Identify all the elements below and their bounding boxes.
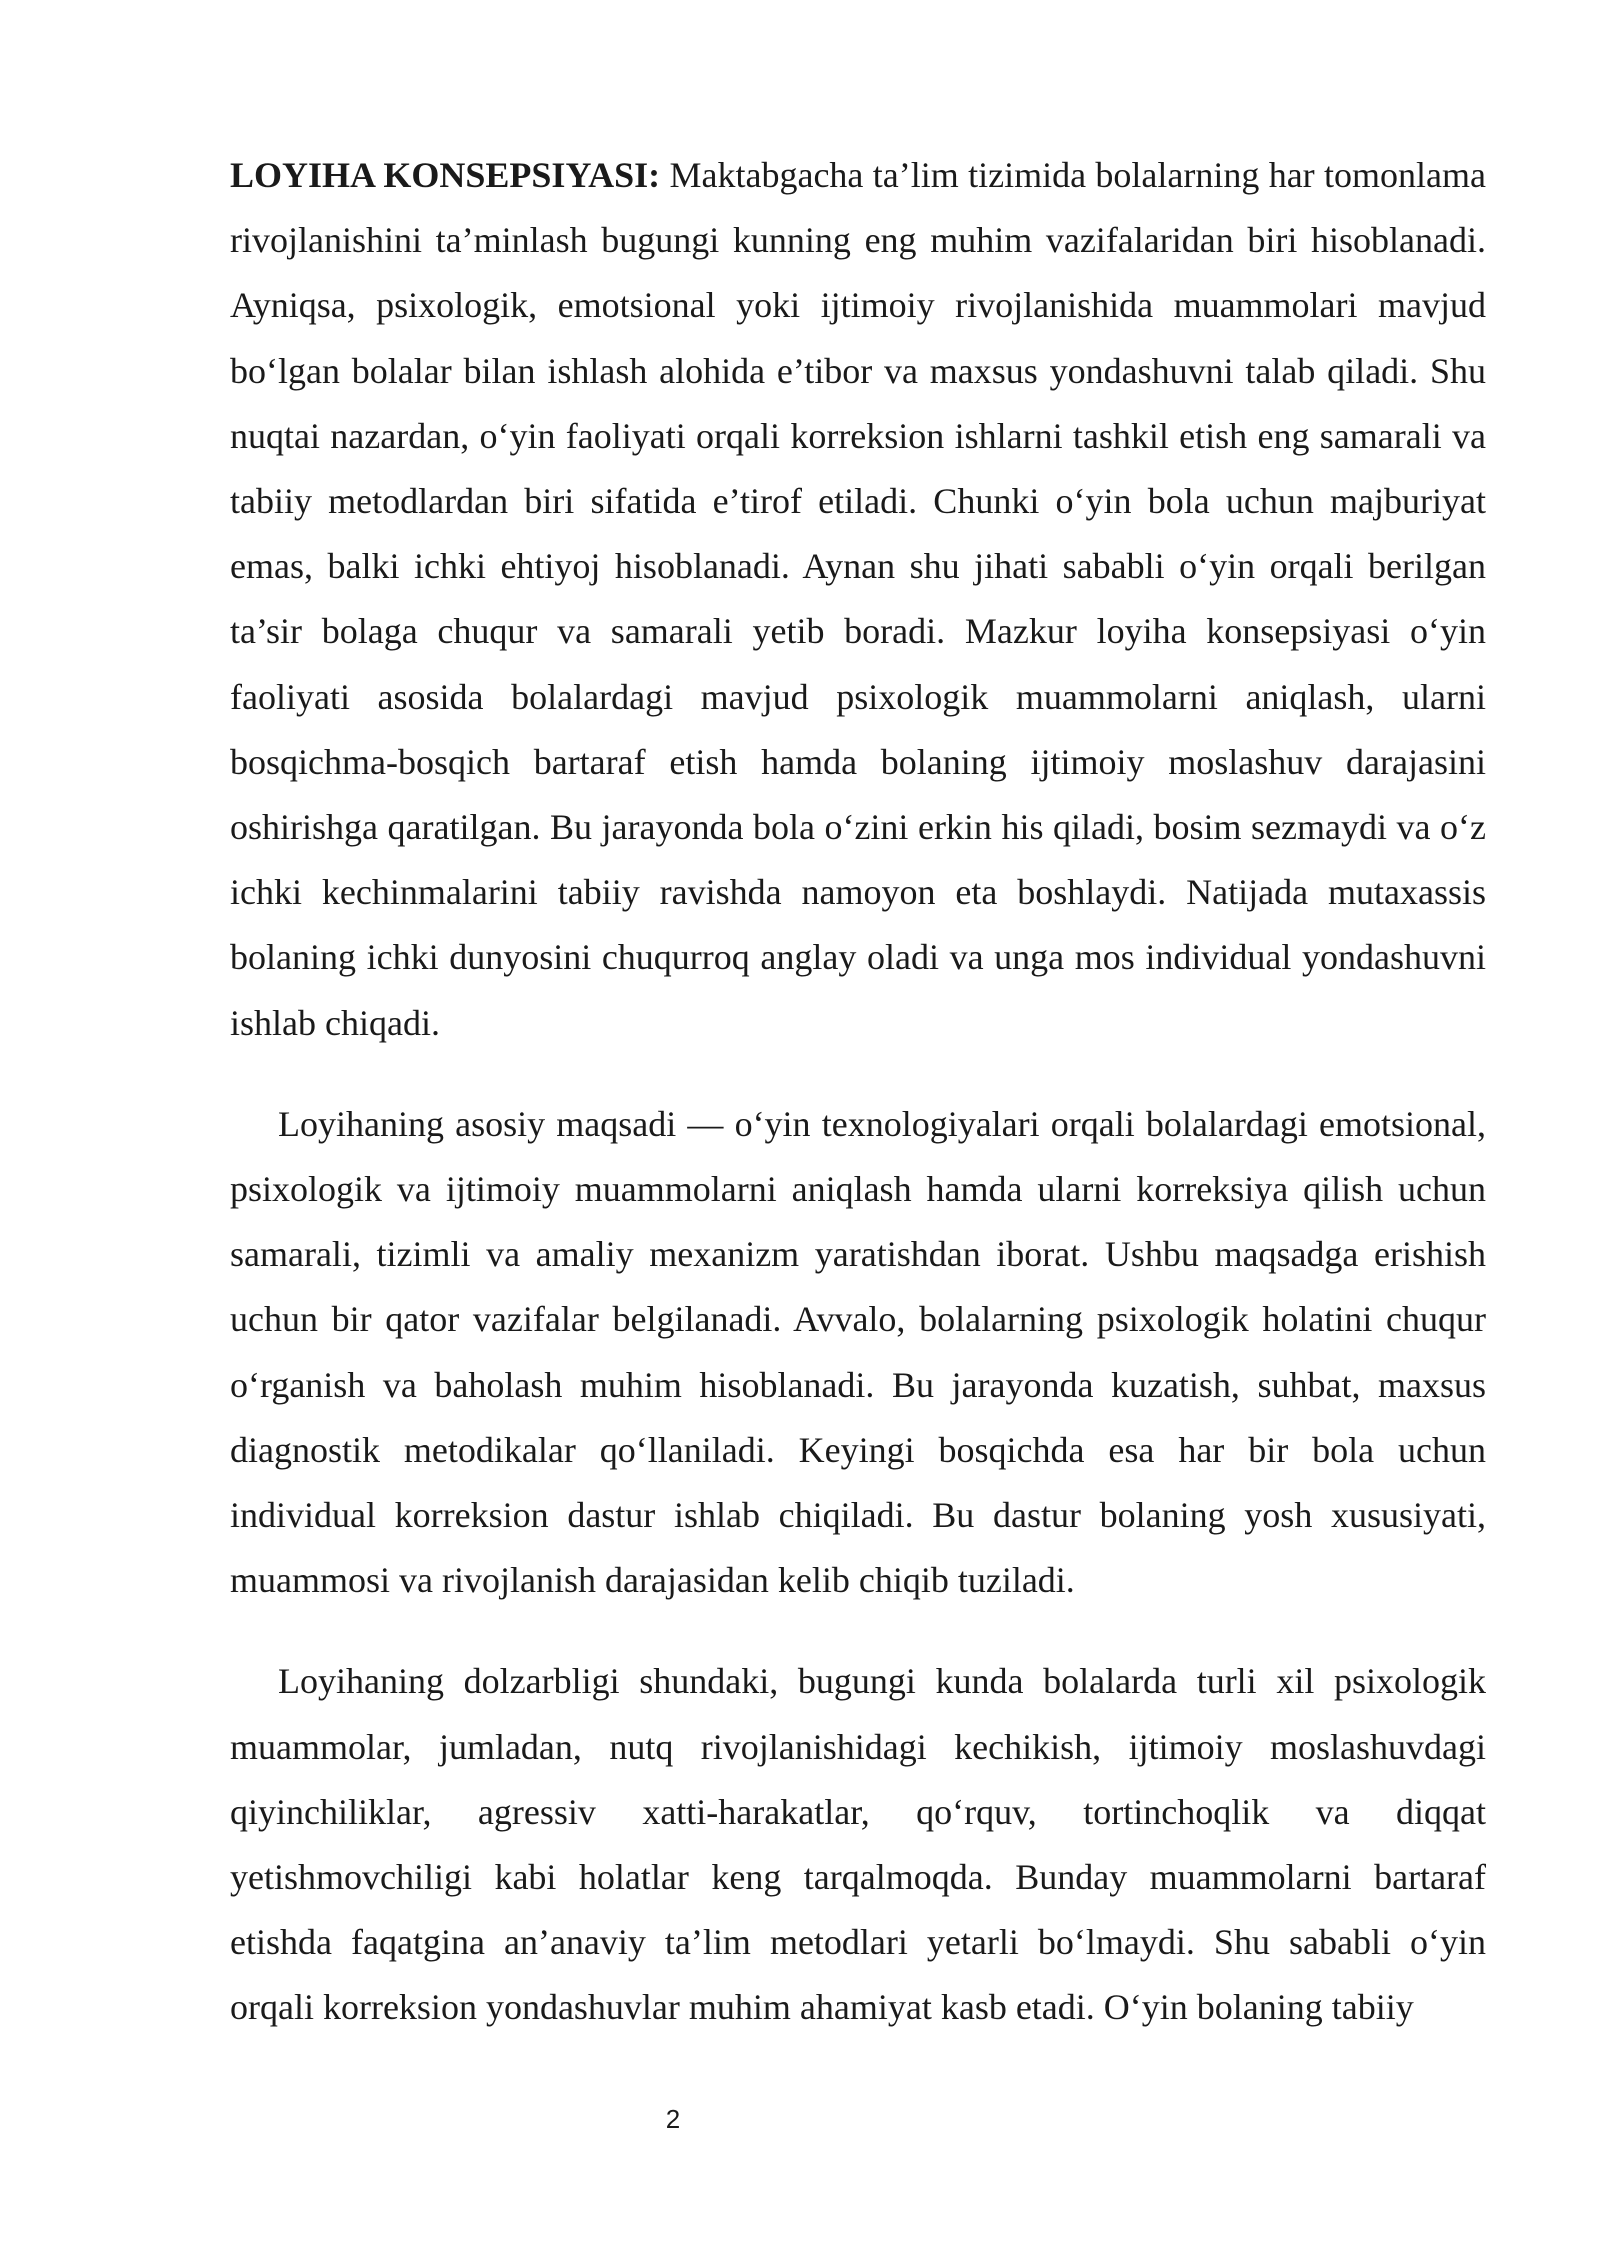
paragraph-concept — [230, 143, 1486, 1056]
section-heading: LOYIHA KONSEPSIYASI: — [230, 155, 661, 195]
paragraph-concept-text: Maktabgacha ta’lim tizimida bolalarning har tomonlama rivojlanishini ta’minlash bugungi kunning eng muhim vazifalaridan biri hisoblanadi. Ayniqsa, psixologik, emotsional yoki ijtimoiy rivojlanishida muammolari mavjud bo‘lgan bolalar bilan ishlash alohida e’tibor va maxsus yondashuvni talab qiladi. Shu nuqtai nazardan, o‘yin faoliyati orqali korreksion ishlarni tashkil etish eng samarali va tabiiy metodlardan biri sifatida e’tirof etiladi. Chunki o‘yin bola uchun majburiyat emas, balki ichki ehtiyoj hisoblanadi. Aynan shu jihati sababli o‘yin orqali berilgan ta’sir bolaga chuqur va samarali yetib boradi. Mazkur loyiha konsepsiyasi o‘yin faoliyati asosida bolalardagi mavjud psixologik muammolarni aniqlash, ularni bosqichma-bosqich bartaraf etish hamda bolaning ijtimoiy moslashuv darajasini oshirishga qaratilgan. Bu jarayonda bola o‘zini erkin his qiladi, bosim sezmaydi va o‘z ichki kechinmalarini tabiiy ravishda namoyon eta boshlaydi. Natijada mutaxassis bolaning ichki dunyosini chuqurroq anglay oladi va unga mos individual yondashuvni ishlab chiqadi. — [230, 155, 1486, 1043]
document-body — [230, 143, 1486, 2077]
page-number: 2 — [665, 2104, 681, 2134]
paragraph-relevance: Loyihaning dolzarbligi shundaki, bugungi kunda bolalarda turli xil psixologik muammolar, jumladan, nutq rivojlanishidagi kechikish, ijtimoiy moslashuvdagi qiyinchiliklar, agressiv xatti-harakatlar, qo‘rquv, tortinchoqlik va diqqat yetishmovchiligi kabi holatlar keng tarqalmoqda. Bunday muammolarni bartaraf etishda faqatgina an’anaviy ta’lim metodlari yetarli bo‘lmaydi. Shu sababli o‘yin orqali korreksion yondashuvlar muhim ahamiyat kasb etadi. O‘yin bolaning tabiiy — [230, 1661, 1486, 2028]
paragraph-goal: Loyihaning asosiy maqsadi — o‘yin texnologiyalari orqali bolalardagi emotsional, psixologik va ijtimoiy muammolarni aniqlash hamda ularni korreksiya qilish uchun samarali, tizimli va amaliy mexanizm yaratishdan iborat. Ushbu maqsadga erishish uchun bir qator vazifalar belgilanadi. Avvalo, bolalarning psixologik holatini chuqur o‘rganish va baholash muhim hisoblanadi. Bu jarayonda kuzatish, suhbat, maxsus diagnostik metodikalar qo‘llaniladi. Keyingi bosqichda esa har bir bola uchun individual korreksion dastur ishlab chiqiladi. Bu dastur bolaning yosh xususiyati, muammosi va rivojlanish darajasidan kelib chiqib tuziladi. — [230, 1103, 1486, 1601]
